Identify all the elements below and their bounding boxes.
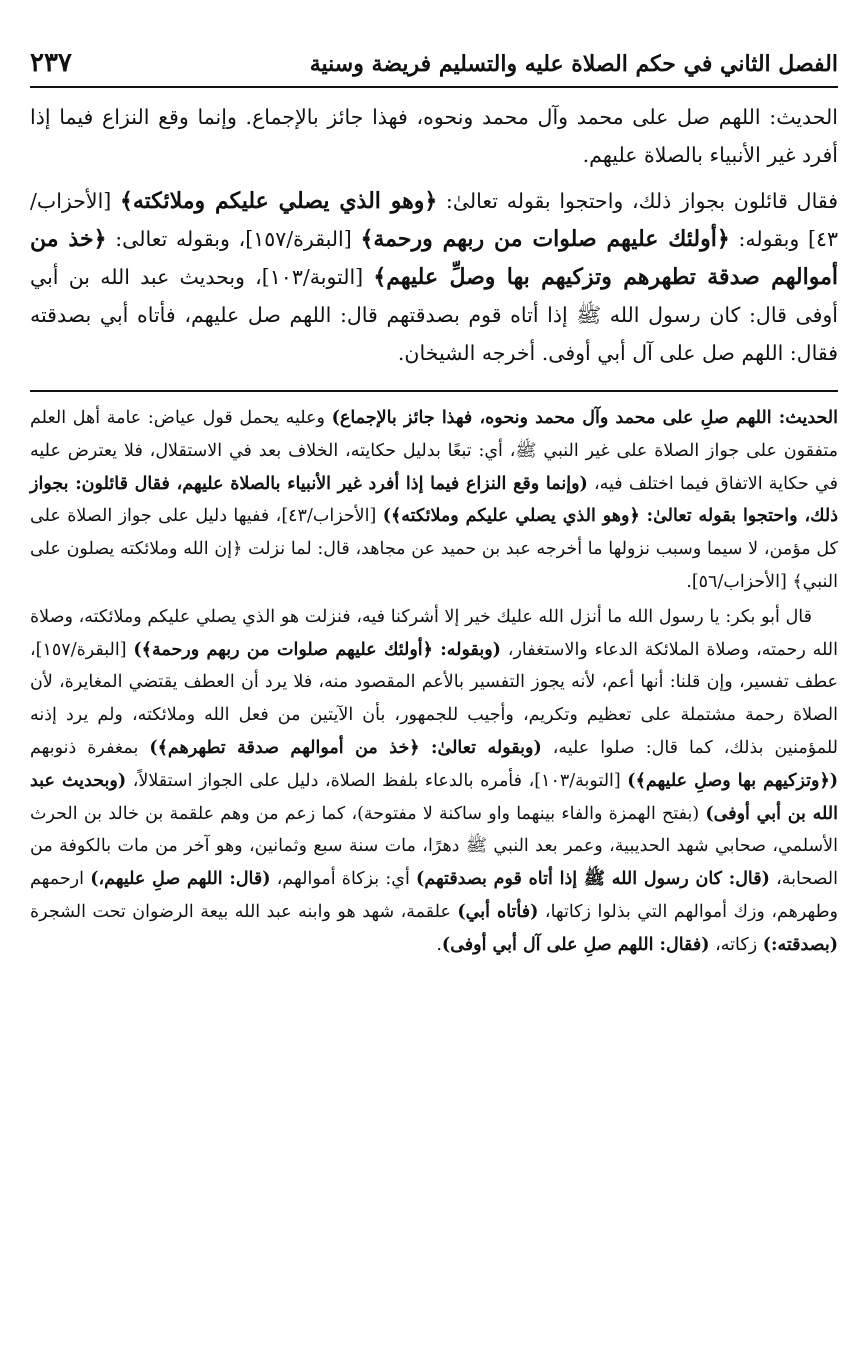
main-paragraph-2 <box>30 182 838 372</box>
main-text <box>30 98 838 372</box>
book-page <box>30 40 838 1340</box>
chapter-title: الفصل الثاني في حكم الصلاة عليه والتسليم فريضة وسنية <box>309 51 838 77</box>
commentary-run: زكاته، <box>709 934 763 955</box>
main-text-run: فقال قائلون بجواز ذلك، واحتجوا بقوله تعالىٰ: <box>437 189 838 213</box>
commentary-paragraph-2 <box>30 601 838 962</box>
commentary-run: وعليه يحمل قول عياض: عامة أهل العلم متفقون على جواز الصلاة على غير النبي ﷺ، أي: تبعًا بدليل حكايته، الخلاف بعد في الاستقلال، فلا يعترض عليه في حكاية الاتفاق فيما اختلف فيه، <box>30 408 839 494</box>
commentary-run: ارحمهم وطهرهم، وزك أموالهم التي بذلوا زكاتها، <box>30 869 839 922</box>
running-header <box>30 40 838 86</box>
quoted-matn: الحديث: اللهم صلِ على محمد وآل محمد ونحوه، فهذا جائز بالإجماع) <box>331 408 838 428</box>
quran-verse: ﴿خذ من أموالهم صدقة تطهرهم وتزكيهم بها وصلِّ عليهم﴾ <box>30 226 839 290</box>
quoted-matn: (وبقوله تعالىٰ: ﴿خذ من أموالهم صدقة تطهرهم﴾) <box>149 737 542 758</box>
quoted-matn: (﴿وتزكيهم بها وصلِ عليهم﴾) <box>627 770 838 791</box>
commentary-text <box>30 402 838 962</box>
commentary-run: علقمة، شهد هو وابنه عبد الله بيعة الرضوان تحت الشجرة <box>30 901 458 922</box>
quran-verse: ﴿أولئك عليهم صلوات من ربهم ورحمة﴾ <box>360 226 730 252</box>
main-paragraph-1: الحديث: اللهم صل على محمد وآل محمد ونحوه، فهذا جائز بالإجماع. وإنما وقع النزاع فيما إذا أفرد غير الأنبياء بالصلاة عليهم. <box>30 105 838 167</box>
quoted-matn: (فأتاه أبي) <box>457 901 539 922</box>
commentary-run: [الأحزاب/٤٣]، ففيها دليل على جواز الصلاة على كل مؤمن، لا سيما وسبب نزولها ما أخرجه عبد بن حميد عن مجاهد، قال: لما نزلت ﴿إن الله وملائكته يصلون على النبي﴾ [الأحزاب/٥٦]. <box>30 506 838 592</box>
main-text-run: [الأحزاب/٤٣] وبقوله: <box>30 189 839 251</box>
quoted-matn: (وبحديث عبد الله بن أبي أوفى) <box>30 770 839 824</box>
commentary-run: . <box>436 934 442 955</box>
quoted-matn: (قال: اللهم صلِ عليهم،) <box>90 869 271 890</box>
quoted-matn: (بصدقته:) <box>762 934 838 955</box>
commentary-run: [التوبة/١٠٣]، فأمره بالدعاء بلفظ الصلاة، دليل على الجواز استقلالاً، <box>126 770 628 791</box>
quran-verse: ﴿وهو الذي يصلي عليكم وملائكته﴾ <box>119 188 438 214</box>
quoted-matn: (وإنما وقع النزاع فيما إذا أفرد غير الأنبياء بالصلاة عليهم، فقال قائلون: بجواز ذلك، واحتجوا بقوله تعالىٰ: ﴿وهو الذي يصلي عليكم وملائكته﴾) <box>30 473 838 527</box>
quoted-matn: (وبقوله: ﴿أولئك عليهم صلوات من ربهم ورحمة﴾) <box>133 639 501 660</box>
commentary-run: بمغفرة ذنوبهم <box>30 737 150 758</box>
page-number: ٢٣٧ <box>30 48 72 78</box>
commentary-run: (بفتح الهمزة والفاء بينهما واو ساكنة لا مفتوحة)، كما زعم من وهم علقمة بن خالد بن الحرث الأسلمي، صحابي شهد الحديبية، وعمر بعد النبي ﷺ دهرًا، مات سنة سبع وثمانين، وهو آخر من مات بالكوفة من الصحابة، <box>30 803 839 890</box>
commentary-separator <box>30 390 838 392</box>
main-text-run: [البقرة/١٥٧]، وبقوله تعالى: <box>106 227 361 251</box>
commentary-run: قال أبو بكر: يا رسول الله ما أنزل الله عليك خير إلا أشركنا فيه، فنزلت هو الذي يصلي عليكم وملائكته، وصلاة الله رحمته، وصلاة الملائكة الدعاء والاستغفار، <box>30 606 838 660</box>
quoted-matn: (فقال: اللهم صلِ على آل أبي أوفى) <box>441 934 710 955</box>
commentary-run: أي: بزكاة أموالهم، <box>270 869 417 890</box>
commentary-run: [البقرة/١٥٧]، عطف تفسير، وإن قلنا: أنها أعم، لأنه يجوز التفسير بالأعم المقصود منه، فلا يرد أن العطف يقتضي المغايرة، لأن الصلاة رحمة مشتملة على تعظيم وتكريم، وأجيب للجمهور، بأن الآيتين من فعل الله وملائكته، ولم يرد إذنه للمؤمنين بذلك، كما قال: صلوا عليه، <box>30 639 838 758</box>
commentary-paragraph-1 <box>30 402 838 599</box>
quoted-matn: (قال: كان رسول الله ﷺ إذا أتاه قوم بصدقتهم) <box>416 869 770 890</box>
main-text-run: [التوبة/١٠٣]، وبحديث عبد الله بن أبي أوفى قال: كان رسول الله ﷺ إذا أتاه قوم بصدقتهم قال: اللهم صل عليهم، فأتاه أبي بصدقته فقال: اللهم صل على آل أبي أوفى. أخرجه الشيخان. <box>30 265 838 365</box>
